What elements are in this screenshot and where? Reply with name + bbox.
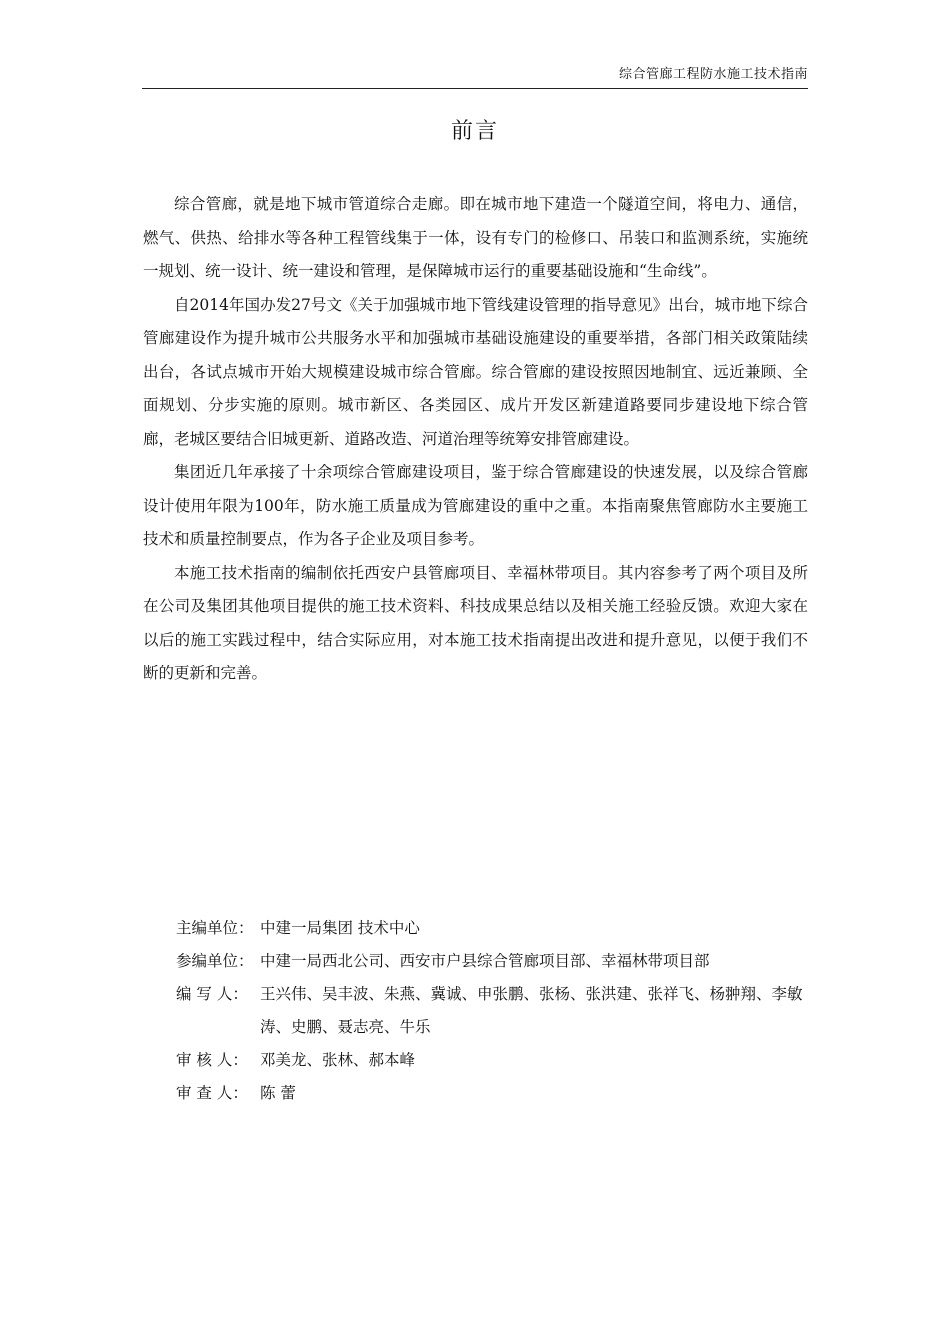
credit-row-co-editors bbox=[176, 945, 816, 978]
credit-value: 陈 蕾 bbox=[260, 1084, 296, 1102]
credit-value: 邓美龙、张林、郝本峰 bbox=[260, 1051, 416, 1069]
credits-block bbox=[176, 912, 816, 1110]
preface-body bbox=[143, 188, 808, 691]
credit-label: 参编单位： bbox=[176, 952, 254, 970]
credit-label: 编 写 人： bbox=[176, 985, 248, 1003]
paragraph: 综合管廊，就是地下城市管道综合走廊。即在城市地下建造一个隧道空间，将电力、通信，燃气、供热、给排水等各种工程管线集于一体，设有专门的检修口、吊装口和监测系统，实施统一规划、统一设计、统一建设和管理，是保障城市运行的重要基础设施和“生命线”。 bbox=[143, 195, 808, 280]
page-header bbox=[142, 66, 808, 89]
credit-value: 中建一局集团 技术中心 bbox=[260, 919, 420, 937]
credit-row-reviewers bbox=[176, 1044, 816, 1077]
credit-row-writers bbox=[176, 978, 816, 1044]
credit-value: 中建一局西北公司、西安市户县综合管廊项目部、幸福林带项目部 bbox=[260, 952, 710, 970]
paragraph: 自2014年国办发27号文《关于加强城市地下管线建设管理的指导意见》出台，城市地下综合管廊建设作为提升城市公共服务水平和加强城市基础设施建设的重要举措，各部门相关政策陆续出台，各试点城市开始大规模建设城市综合管廊。综合管廊的建设按照因地制宜、远近兼顾、全面规划、分步实施的原则。城市新区、各类园区、成片开发区新建道路要同步建设地下综合管廊，老城区要结合旧城更新、道路改造、河道治理等统筹安排管廊建设。 bbox=[143, 295, 808, 448]
credit-value: 王兴伟、吴丰波、朱燕、冀诚、申张鹏、张杨、张洪建、张祥飞、杨翀翔、李敏涛、史鹏、聂志亮、牛乐 bbox=[260, 985, 803, 1036]
credit-label: 审 核 人： bbox=[176, 1051, 248, 1069]
credit-row-inspector bbox=[176, 1077, 816, 1110]
credit-label: 审 查 人： bbox=[176, 1084, 248, 1102]
paragraph: 本施工技术指南的编制依托西安户县管廊项目、幸福林带项目。其内容参考了两个项目及所在公司及集团其他项目提供的施工技术资料、科技成果总结以及相关施工经验反馈。欢迎大家在以后的施工实践过程中，结合实际应用，对本施工技术指南提出改进和提升意见，以便于我们不断的更新和完善。 bbox=[143, 563, 808, 682]
header-title: 综合管廊工程防水施工技术指南 bbox=[618, 67, 808, 82]
credit-row-chief-editor bbox=[176, 912, 816, 945]
paragraph: 集团近几年承接了十余项综合管廊建设项目，鉴于综合管廊建设的快速发展，以及综合管廊设计使用年限为100年，防水施工质量成为管廊建设的重中之重。本指南聚焦管廊防水主要施工技术和质量控制要点，作为各子企业及项目参考。 bbox=[143, 463, 808, 548]
credit-label: 主编单位： bbox=[176, 919, 254, 937]
page-title: 前言 bbox=[450, 119, 499, 144]
